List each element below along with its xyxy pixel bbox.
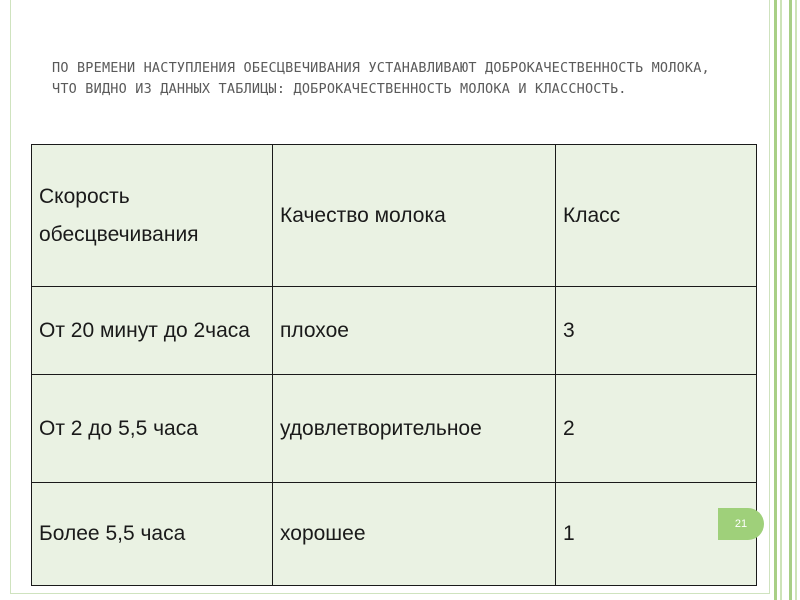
table-cell: От 2 до 5,5 часа	[32, 375, 273, 483]
table-cell: Качество молока	[273, 145, 556, 287]
table-cell: Класс	[556, 145, 757, 287]
table-row	[32, 483, 757, 586]
milk-quality-table	[31, 144, 757, 586]
table-cell: 1	[556, 483, 757, 586]
table-cell: хорошее	[273, 483, 556, 586]
table-row	[32, 287, 757, 375]
table-cell: От 20 минут до 2часа	[32, 287, 273, 375]
table-cell: удовлетворительное	[273, 375, 556, 483]
table-header-row	[32, 145, 757, 287]
table-cell: 3	[556, 287, 757, 375]
table-row	[32, 375, 757, 483]
table-cell: Более 5,5 часа	[32, 483, 273, 586]
table-cell: плохое	[273, 287, 556, 375]
page-number-badge: 21	[718, 508, 764, 540]
slide-title: ПО ВРЕМЕНИ НАСТУПЛЕНИЯ ОБЕСЦВЕЧИВАНИЯ УСТАНАВЛИВАЮТ ДОБРОКАЧЕСТВЕННОСТЬ МОЛОКА, ЧТО ВИДНО ИЗ ДАННЫХ ТАБЛИЦЫ: ДОБРОКАЧЕСТВЕННОСТЬ МОЛОКА И КЛАССНОСТЬ.	[52, 60, 710, 97]
table-cell: Скорость обесцвечивания	[32, 145, 273, 287]
decorative-stripes	[770, 0, 800, 600]
table-cell: 2	[556, 375, 757, 483]
